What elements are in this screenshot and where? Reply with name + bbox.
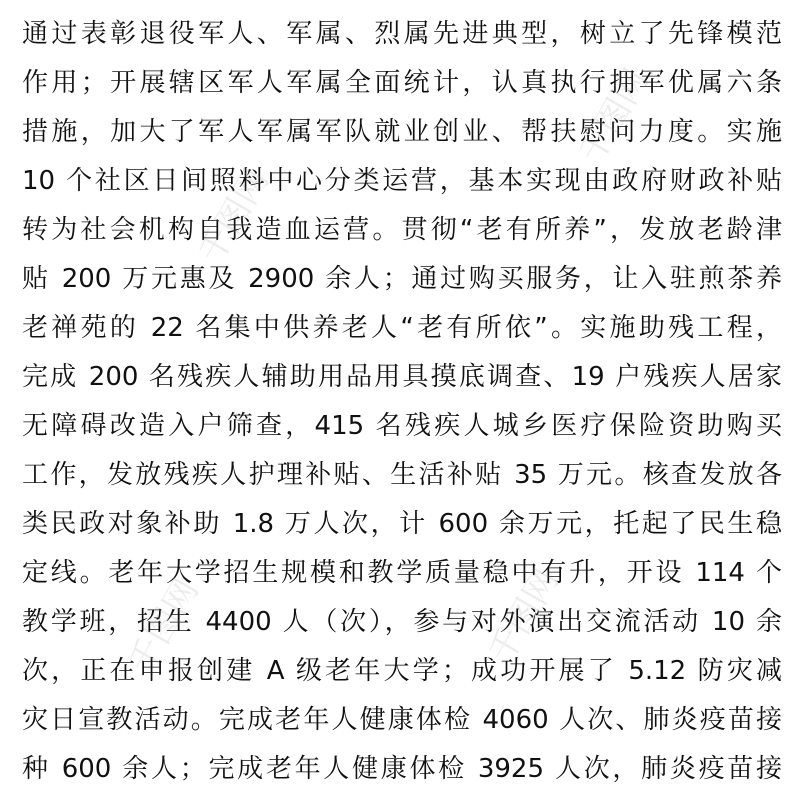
text-line: 定线。老年大学招生规模和教学质量稳中有升，开设 114 个	[22, 558, 782, 588]
text-line: 完成 200 名残疾人辅助用品用具摸底调查、19 户残疾人居家	[22, 362, 782, 392]
text-line: 教学班，招生 4400 人（次），参与对外演出交流活动 10 余	[22, 607, 782, 637]
text-line: 工作，发放残疾人护理补贴、生活补贴 35 万元。核查发放各	[22, 460, 782, 490]
watermark: 千图网	[121, 572, 207, 681]
watermark: 千图网	[191, 162, 277, 271]
text-line: 贴 200 万元惠及 2900 余人；通过购买服务，让入驻煎茶养	[22, 264, 782, 294]
text-line: 种 600 余人；完成老年人健康体检 3925 人次，肺炎疫苗接	[22, 754, 782, 784]
text-line: 类民政对象补助 1.8 万人次，计 600 余万元，托起了民生稳	[22, 509, 782, 539]
watermark: 千图网	[481, 562, 567, 671]
watermark: 千图网	[571, 62, 657, 171]
text-line: 次，正在申报创建 A 级老年大学；成功开展了 5.12 防灾减	[22, 656, 782, 686]
text-line: 10 个社区日间照料中心分类运营，基本实现由政府财政补贴	[22, 166, 782, 196]
text-line: 通过表彰退役军人、军属、烈属先进典型，树立了先锋模范	[22, 19, 782, 49]
text-line: 措施，加大了军人军属军队就业创业、帮扶慰问力度。实施	[22, 117, 782, 147]
text-line: 转为社会机构自我造血运营。贯彻“老有所养”，发放老龄津	[22, 215, 782, 245]
body-text	[22, 10, 782, 794]
text-line: 老禅苑的 22 名集中供养老人“老有所依”。实施助残工程，	[22, 313, 782, 343]
text-line: 无障碍改造入户筛查，415 名残疾人城乡医疗保险资助购买	[22, 411, 782, 441]
text-line: 作用；开展辖区军人军属全面统计，认真执行拥军优属六条	[22, 68, 782, 98]
text-line: 灾日宣教活动。完成老年人健康体检 4060 人次、肺炎疫苗接	[22, 705, 782, 735]
